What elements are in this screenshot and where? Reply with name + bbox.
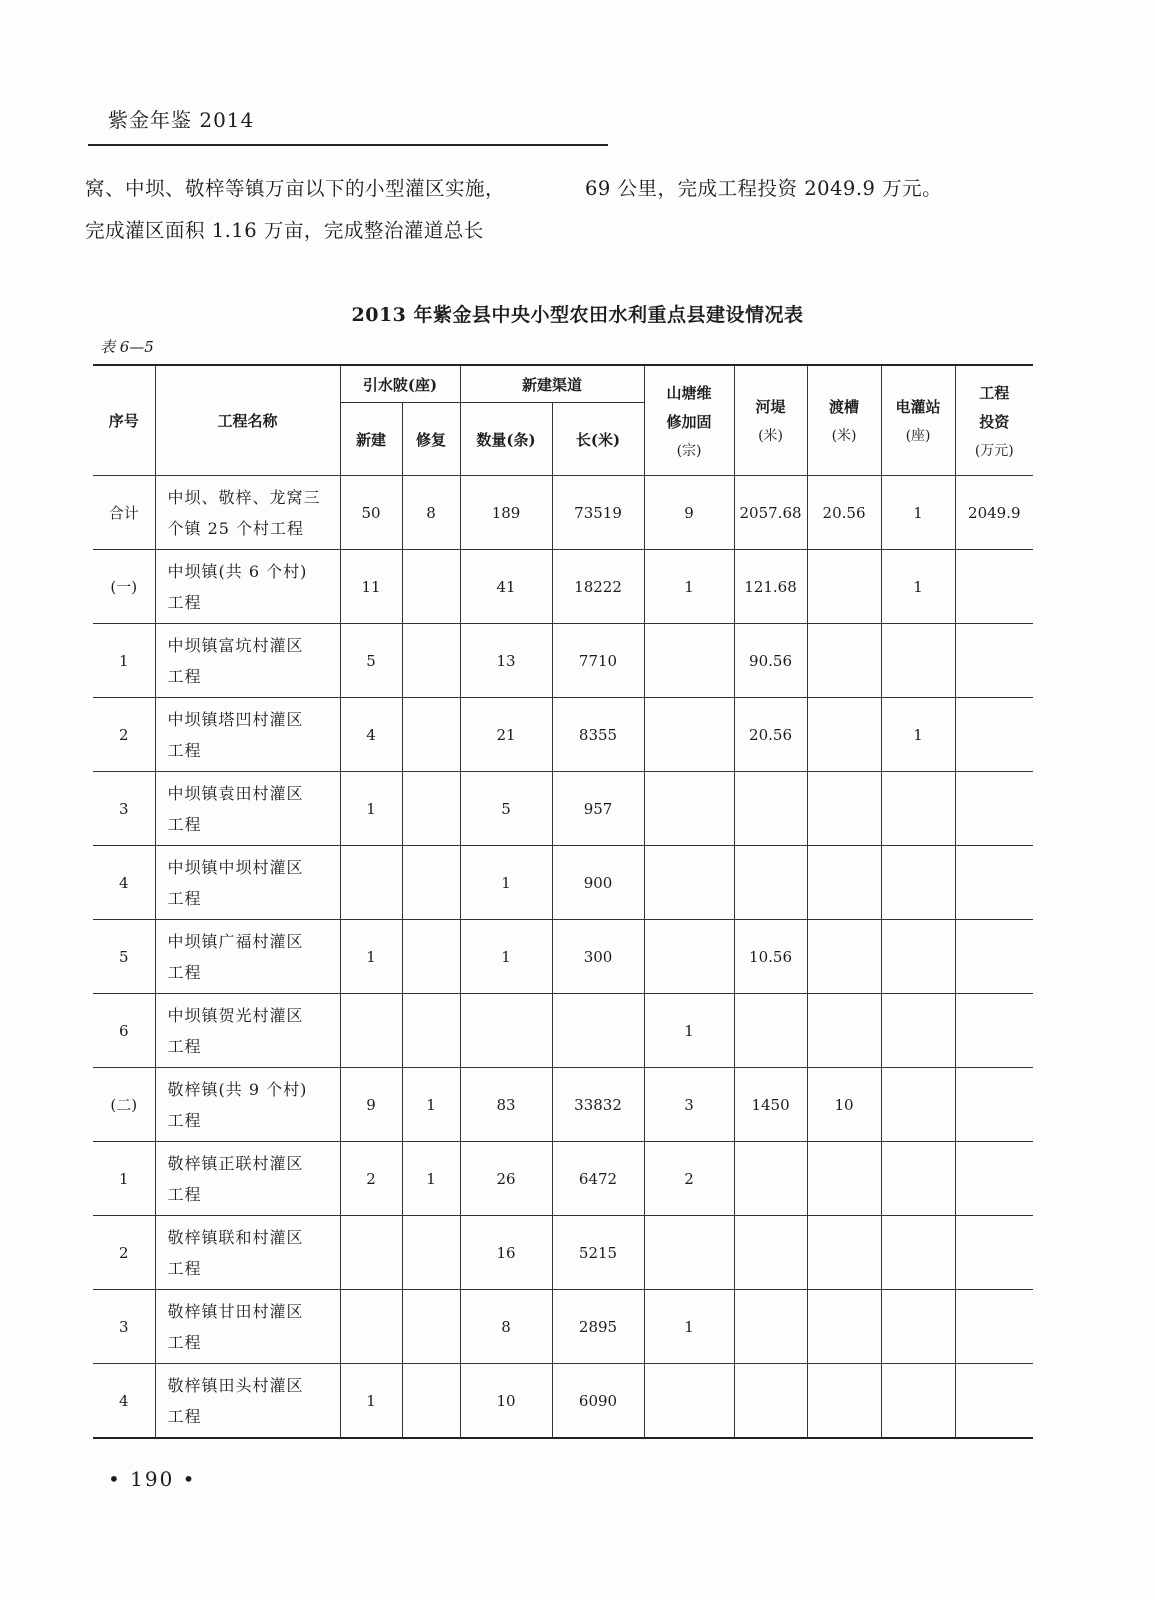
cell-station [881,1290,955,1364]
cell-pond [644,1216,734,1290]
project-name-line: 中坝镇(共 6 个村) [167,561,308,581]
col-header-canal: 新建渠道 [460,365,644,403]
project-name-line: 中坝镇塔凹村灌区 [167,709,304,729]
cell-weir-repair: 1 [402,1068,460,1142]
cell-weir-repair [402,624,460,698]
cell-weir-repair [402,550,460,624]
cell-canal-count [460,994,552,1068]
cell-station: 1 [881,698,955,772]
col-header-weir-new: 新建 [340,403,402,476]
cell-flume [807,1290,881,1364]
cell-weir-new: 5 [340,624,402,698]
col-header-weir-repair: 修复 [402,403,460,476]
cell-pond: 1 [644,550,734,624]
header-unit: (宗) [676,442,702,459]
project-name-line: 个镇 25 个村工程 [167,518,305,538]
cell-invest [955,846,1033,920]
cell-pond [644,1364,734,1439]
paragraph-line: 窝、中坝、敬梓等镇万亩以下的小型灌区实施， [85,177,506,200]
table-title: 2013 年紫金县中央小型农田水利重点县建设情况表 [351,304,804,326]
cell-station [881,994,955,1068]
cell-invest [955,1290,1033,1364]
cell-weir-new [340,846,402,920]
cell-weir-repair [402,1290,460,1364]
cell-flume [807,624,881,698]
table-row [93,994,1033,1068]
body-paragraph-left [85,168,555,252]
cell-invest [955,772,1033,846]
cell-station [881,1068,955,1142]
cell-seq: (二) [93,1068,155,1142]
table-row [93,476,1033,550]
cell-station [881,920,955,994]
table-row [93,624,1033,698]
cell-canal-length: 5215 [552,1216,644,1290]
cell-dike [734,1142,807,1216]
cell-dike: 1450 [734,1068,807,1142]
irrigation-table [93,364,1033,1439]
cell-dike: 20.56 [734,698,807,772]
cell-flume [807,1364,881,1439]
header-line: 投资 [979,412,1010,431]
project-name-line: 敬梓镇甘田村灌区 [167,1301,304,1321]
paragraph-line: 69 公里，完成工程投资 2049.9 万元。 [585,177,943,200]
cell-canal-count: 21 [460,698,552,772]
cell-seq: 5 [93,920,155,994]
table-row [93,1068,1033,1142]
project-name-line: 工程 [167,1332,202,1352]
cell-flume [807,772,881,846]
cell-seq: 2 [93,698,155,772]
cell-weir-repair [402,846,460,920]
cell-dike [734,994,807,1068]
cell-seq: 3 [93,1290,155,1364]
col-header-dike [734,365,807,476]
cell-dike [734,846,807,920]
table-row [93,1142,1033,1216]
project-name-line: 工程 [167,666,202,686]
project-name-line: 中坝镇中坝村灌区 [167,857,304,877]
cell-invest: 2049.9 [955,476,1033,550]
header-line: 渡槽 [829,398,860,416]
header-line: 电灌站 [895,398,941,416]
cell-invest [955,1364,1033,1439]
cell-seq: 1 [93,1142,155,1216]
cell-canal-count: 189 [460,476,552,550]
table-row [93,698,1033,772]
cell-station [881,772,955,846]
cell-flume [807,1142,881,1216]
col-header-invest [955,365,1033,476]
cell-dike [734,1364,807,1439]
paragraph-line: 完成灌区面积 1.16 万亩，完成整治灌道总长 [85,219,484,242]
cell-weir-repair [402,772,460,846]
cell-invest [955,1216,1033,1290]
cell-project-name [155,698,340,772]
table-body [93,476,1033,1439]
cell-canal-count: 41 [460,550,552,624]
header-rule [88,144,608,146]
cell-weir-new: 1 [340,1364,402,1439]
col-header-canal-length: 长(米) [552,403,644,476]
col-header-seq: 序号 [93,365,155,476]
cell-weir-repair [402,1216,460,1290]
cell-weir-new: 1 [340,772,402,846]
project-name-line: 中坝、敬梓、龙窝三 [167,487,321,507]
running-header: 紫金年鉴 2014 [108,108,255,132]
cell-weir-repair [402,1364,460,1439]
body-paragraph-right [585,168,942,210]
cell-weir-new [340,1216,402,1290]
cell-dike [734,1290,807,1364]
cell-canal-length: 8355 [552,698,644,772]
table-row [93,1216,1033,1290]
cell-canal-count: 1 [460,846,552,920]
cell-project-name [155,624,340,698]
project-name-line: 中坝镇广福村灌区 [167,931,304,951]
cell-flume: 20.56 [807,476,881,550]
header-line: 河堤 [755,398,786,416]
cell-station: 1 [881,550,955,624]
cell-pond: 1 [644,1290,734,1364]
cell-station: 1 [881,476,955,550]
table-row [93,772,1033,846]
project-name-line: 中坝镇袁田村灌区 [167,783,304,803]
cell-pond [644,846,734,920]
cell-station [881,1142,955,1216]
cell-flume [807,1216,881,1290]
cell-project-name [155,1142,340,1216]
table-row [93,550,1033,624]
cell-canal-count: 83 [460,1068,552,1142]
cell-weir-repair [402,920,460,994]
cell-weir-new [340,1290,402,1364]
col-header-name: 工程名称 [155,365,340,476]
cell-project-name [155,772,340,846]
cell-invest [955,698,1033,772]
cell-weir-new: 50 [340,476,402,550]
project-name-line: 工程 [167,1406,202,1426]
cell-weir-new: 9 [340,1068,402,1142]
cell-project-name [155,1068,340,1142]
cell-dike: 2057.68 [734,476,807,550]
cell-pond [644,624,734,698]
cell-canal-length: 300 [552,920,644,994]
project-name-line: 工程 [167,962,202,982]
cell-invest [955,920,1033,994]
project-name-line: 中坝镇贺光村灌区 [167,1005,304,1025]
cell-station [881,624,955,698]
cell-flume [807,698,881,772]
header-unit: (万元) [974,442,1014,459]
table-row [93,1364,1033,1439]
cell-weir-repair: 8 [402,476,460,550]
cell-project-name [155,1290,340,1364]
cell-flume [807,846,881,920]
cell-weir-new: 4 [340,698,402,772]
cell-canal-length: 73519 [552,476,644,550]
cell-flume [807,994,881,1068]
cell-canal-count: 10 [460,1364,552,1439]
cell-canal-length: 6472 [552,1142,644,1216]
cell-canal-length: 18222 [552,550,644,624]
project-name-line: 工程 [167,740,202,760]
project-name-line: 工程 [167,1258,202,1278]
cell-pond: 1 [644,994,734,1068]
cell-project-name [155,846,340,920]
header-unit: (座) [905,428,931,444]
header-unit: (米) [831,428,857,444]
table-row [93,920,1033,994]
cell-project-name [155,994,340,1068]
cell-canal-count: 5 [460,772,552,846]
cell-project-name [155,1216,340,1290]
cell-weir-new: 11 [340,550,402,624]
header-line: 工程 [979,383,1010,402]
table-row [93,846,1033,920]
cell-station [881,1364,955,1439]
cell-pond [644,698,734,772]
project-name-line: 敬梓镇联和村灌区 [167,1227,304,1247]
col-header-canal-count: 数量(条) [460,403,552,476]
cell-invest [955,1142,1033,1216]
cell-project-name [155,550,340,624]
cell-seq: 6 [93,994,155,1068]
cell-canal-length: 900 [552,846,644,920]
col-header-pond [644,365,734,476]
cell-weir-new: 1 [340,920,402,994]
header-unit: (米) [758,428,783,444]
cell-weir-repair [402,698,460,772]
cell-dike: 121.68 [734,550,807,624]
cell-project-name [155,920,340,994]
project-name-line: 敬梓镇正联村灌区 [167,1153,304,1173]
cell-pond: 2 [644,1142,734,1216]
col-header-weir: 引水陂(座) [340,365,460,403]
cell-invest [955,624,1033,698]
cell-weir-repair: 1 [402,1142,460,1216]
table-row [93,1290,1033,1364]
cell-weir-new [340,994,402,1068]
header-line: 山塘维 [666,383,712,402]
cell-canal-count: 8 [460,1290,552,1364]
col-header-flume [807,365,881,476]
cell-canal-count: 16 [460,1216,552,1290]
cell-flume [807,920,881,994]
cell-canal-length: 957 [552,772,644,846]
cell-dike [734,1216,807,1290]
cell-weir-new: 2 [340,1142,402,1216]
cell-dike [734,772,807,846]
cell-canal-length: 2895 [552,1290,644,1364]
cell-weir-repair [402,994,460,1068]
cell-dike: 10.56 [734,920,807,994]
project-name-line: 工程 [167,1184,202,1204]
project-name-line: 中坝镇富坑村灌区 [167,635,304,655]
cell-invest [955,1068,1033,1142]
table-label: 表 6—5 [100,338,154,356]
cell-invest [955,994,1033,1068]
cell-pond [644,772,734,846]
cell-canal-count: 26 [460,1142,552,1216]
project-name-line: 工程 [167,1110,202,1130]
cell-canal-count: 13 [460,624,552,698]
project-name-line: 敬梓镇(共 9 个村) [167,1079,308,1099]
cell-project-name [155,476,340,550]
cell-canal-count: 1 [460,920,552,994]
cell-canal-length [552,994,644,1068]
cell-seq: 3 [93,772,155,846]
cell-canal-length: 7710 [552,624,644,698]
cell-canal-length: 33832 [552,1068,644,1142]
cell-project-name [155,1364,340,1439]
project-name-line: 工程 [167,592,202,612]
cell-station [881,1216,955,1290]
cell-canal-length: 6090 [552,1364,644,1439]
cell-pond [644,920,734,994]
cell-seq: 合计 [93,476,155,550]
cell-invest [955,550,1033,624]
cell-flume: 10 [807,1068,881,1142]
project-name-line: 工程 [167,1036,202,1056]
cell-seq: 1 [93,624,155,698]
project-name-line: 工程 [167,814,202,834]
cell-station [881,846,955,920]
cell-pond: 3 [644,1068,734,1142]
cell-flume [807,550,881,624]
cell-dike: 90.56 [734,624,807,698]
cell-seq: (一) [93,550,155,624]
col-header-station [881,365,955,476]
cell-pond: 9 [644,476,734,550]
page-number: • 190 • [108,1467,197,1491]
cell-seq: 4 [93,1364,155,1439]
cell-seq: 2 [93,1216,155,1290]
header-line: 修加固 [666,412,712,431]
cell-seq: 4 [93,846,155,920]
project-name-line: 敬梓镇田头村灌区 [167,1375,304,1395]
project-name-line: 工程 [167,888,202,908]
